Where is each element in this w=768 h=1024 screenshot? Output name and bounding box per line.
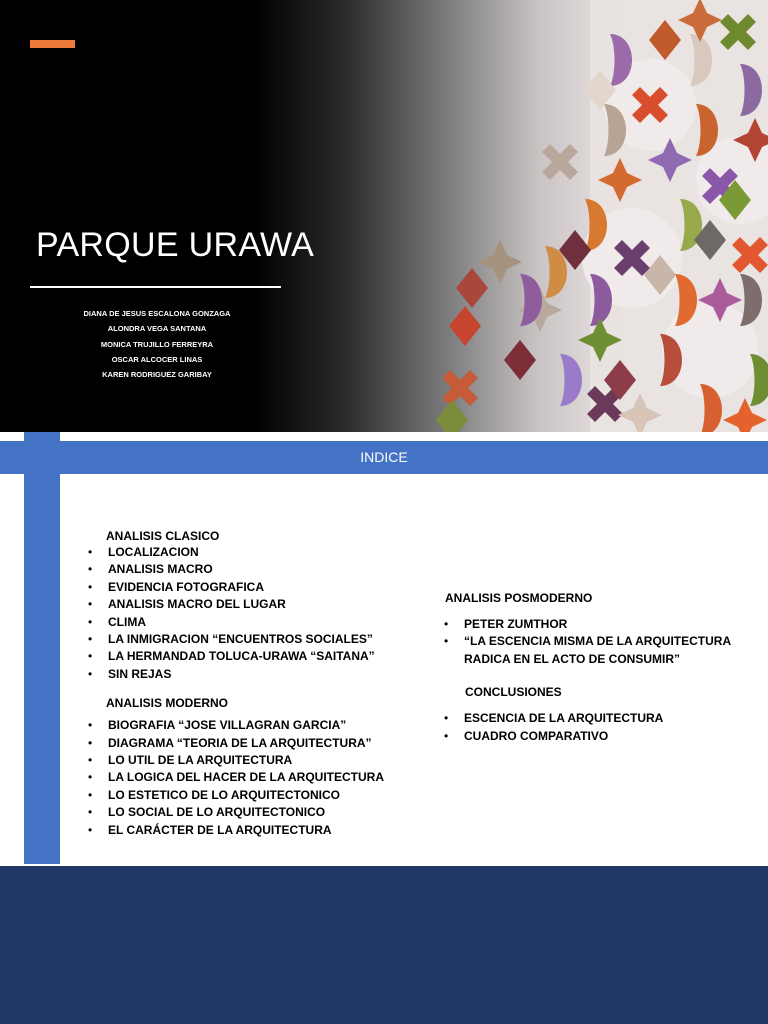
- author-name: KAREN RODRIGUEZ GARIBAY: [102, 370, 212, 380]
- section-list: [86, 717, 406, 839]
- list-item: • SIN REJAS: [86, 666, 406, 683]
- section-heading: CONCLUSIONES: [465, 685, 562, 700]
- list-item: • LA INMIGRACION “ENCUENTROS SOCIALES”: [86, 631, 406, 648]
- list-item: • LA LOGICA DEL HACER DE LA ARQUITECTURA: [86, 769, 406, 786]
- list-item: • LO UTIL DE LA ARQUITECTURA: [86, 752, 406, 769]
- section-list: [86, 544, 406, 683]
- section-list: [442, 616, 742, 668]
- list-item: • BIOGRAFIA “JOSE VILLAGRAN GARCIA”: [86, 717, 406, 734]
- list-item: • ANALISIS MACRO DEL LUGAR: [86, 596, 406, 613]
- list-item: • PETER ZUMTHOR: [442, 616, 742, 633]
- list-item: • ANALISIS MACRO: [86, 561, 406, 578]
- author-name: ALONDRA VEGA SANTANA: [107, 324, 207, 334]
- title-slide: [0, 0, 768, 432]
- index-title: INDICE: [360, 449, 408, 465]
- title-underline: [30, 286, 281, 288]
- list-item: • “LA ESCENCIA MISMA DE LA ARQUITECTURA RADICA EN EL ACTO DE CONSUMIR”: [442, 633, 742, 668]
- section-heading: ANALISIS MODERNO: [106, 696, 229, 711]
- presentation-title: PARQUE URAWA: [36, 226, 315, 264]
- index-right-column: [442, 590, 742, 745]
- list-item: • LO SOCIAL DE LO ARQUITECTONICO: [86, 804, 406, 821]
- index-left-column: [86, 528, 406, 839]
- vertical-accent-bar: [24, 432, 60, 864]
- authors-list: [30, 306, 284, 382]
- list-item: • EL CARÁCTER DE LA ARQUITECTURA: [86, 822, 406, 839]
- bottom-navy-band: [0, 866, 768, 1024]
- list-item: • EVIDENCIA FOTOGRAFICA: [86, 579, 406, 596]
- author-name: OSCAR ALCOCER LINAS: [111, 354, 203, 364]
- list-item: • CUADRO COMPARATIVO: [442, 728, 742, 745]
- section-list: [442, 710, 742, 745]
- list-item: • DIAGRAMA “TEORIA DE LA ARQUITECTURA”: [86, 735, 406, 752]
- list-item: • LO ESTETICO DE LO ARQUITECTONICO: [86, 787, 406, 804]
- section-heading: ANALISIS POSMODERNO: [445, 591, 593, 605]
- list-item: • ESCENCIA DE LA ARQUITECTURA: [442, 710, 742, 727]
- accent-bar: [30, 40, 75, 48]
- list-item: • LOCALIZACION: [86, 544, 406, 561]
- author-name: MONICA TRUJILLO FERREYRA: [100, 339, 214, 349]
- list-item: • LA HERMANDAD TOLUCA-URAWA “SAITANA”: [86, 648, 406, 665]
- list-item: • CLIMA: [86, 614, 406, 631]
- section-heading: ANALISIS CLASICO: [106, 529, 220, 543]
- author-name: DIANA DE JESUS ESCALONA GONZAGA: [83, 309, 231, 318]
- index-slide: [0, 432, 768, 866]
